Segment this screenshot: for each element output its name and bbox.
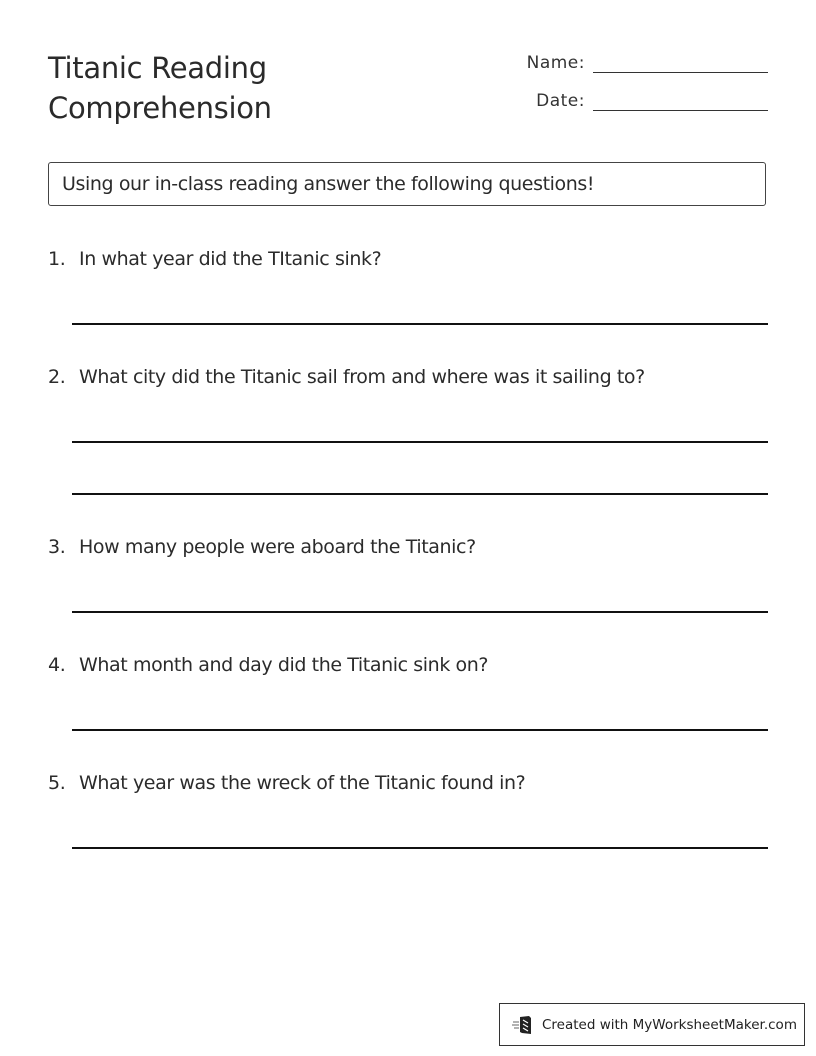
- worksheet-title: [48, 48, 368, 128]
- date-blank-line[interactable]: [593, 92, 768, 111]
- answer-line-3[interactable]: [72, 611, 768, 613]
- name-blank-line[interactable]: [593, 54, 768, 73]
- question-number: 1.: [48, 248, 66, 270]
- answer-line-1[interactable]: [72, 323, 768, 325]
- question-text: What city did the Titanic sail from and where was it sailing to?: [79, 366, 645, 388]
- answer-line-2b[interactable]: [72, 493, 768, 495]
- question-number: 3.: [48, 536, 66, 558]
- worksheet-maker-logo-icon: [512, 1014, 534, 1036]
- title-line-1: Titanic Reading: [48, 51, 267, 85]
- answer-line-5[interactable]: [72, 847, 768, 849]
- date-label: Date:: [536, 91, 585, 111]
- question-text: How many people were aboard the Titanic?: [79, 536, 476, 558]
- question-number: 2.: [48, 366, 66, 388]
- question-number: 4.: [48, 654, 66, 676]
- footer-credit[interactable]: [499, 1003, 805, 1046]
- answer-line-2a[interactable]: [72, 441, 768, 443]
- question-text: In what year did the TItanic sink?: [79, 248, 382, 270]
- answer-line-4[interactable]: [72, 729, 768, 731]
- question-text: What month and day did the Titanic sink on?: [79, 654, 489, 676]
- question-number: 5.: [48, 772, 66, 794]
- date-field: [536, 91, 768, 111]
- name-field: [527, 53, 768, 73]
- footer-text: Created with MyWorksheetMaker.com: [542, 1016, 797, 1033]
- name-label: Name:: [526, 53, 585, 73]
- question-text: What year was the wreck of the Titanic found in?: [79, 772, 526, 794]
- instructions-box: [48, 162, 766, 206]
- title-line-2: Comprehension: [48, 91, 272, 125]
- instructions-text: Using our in-class reading answer the following questions!: [62, 173, 595, 195]
